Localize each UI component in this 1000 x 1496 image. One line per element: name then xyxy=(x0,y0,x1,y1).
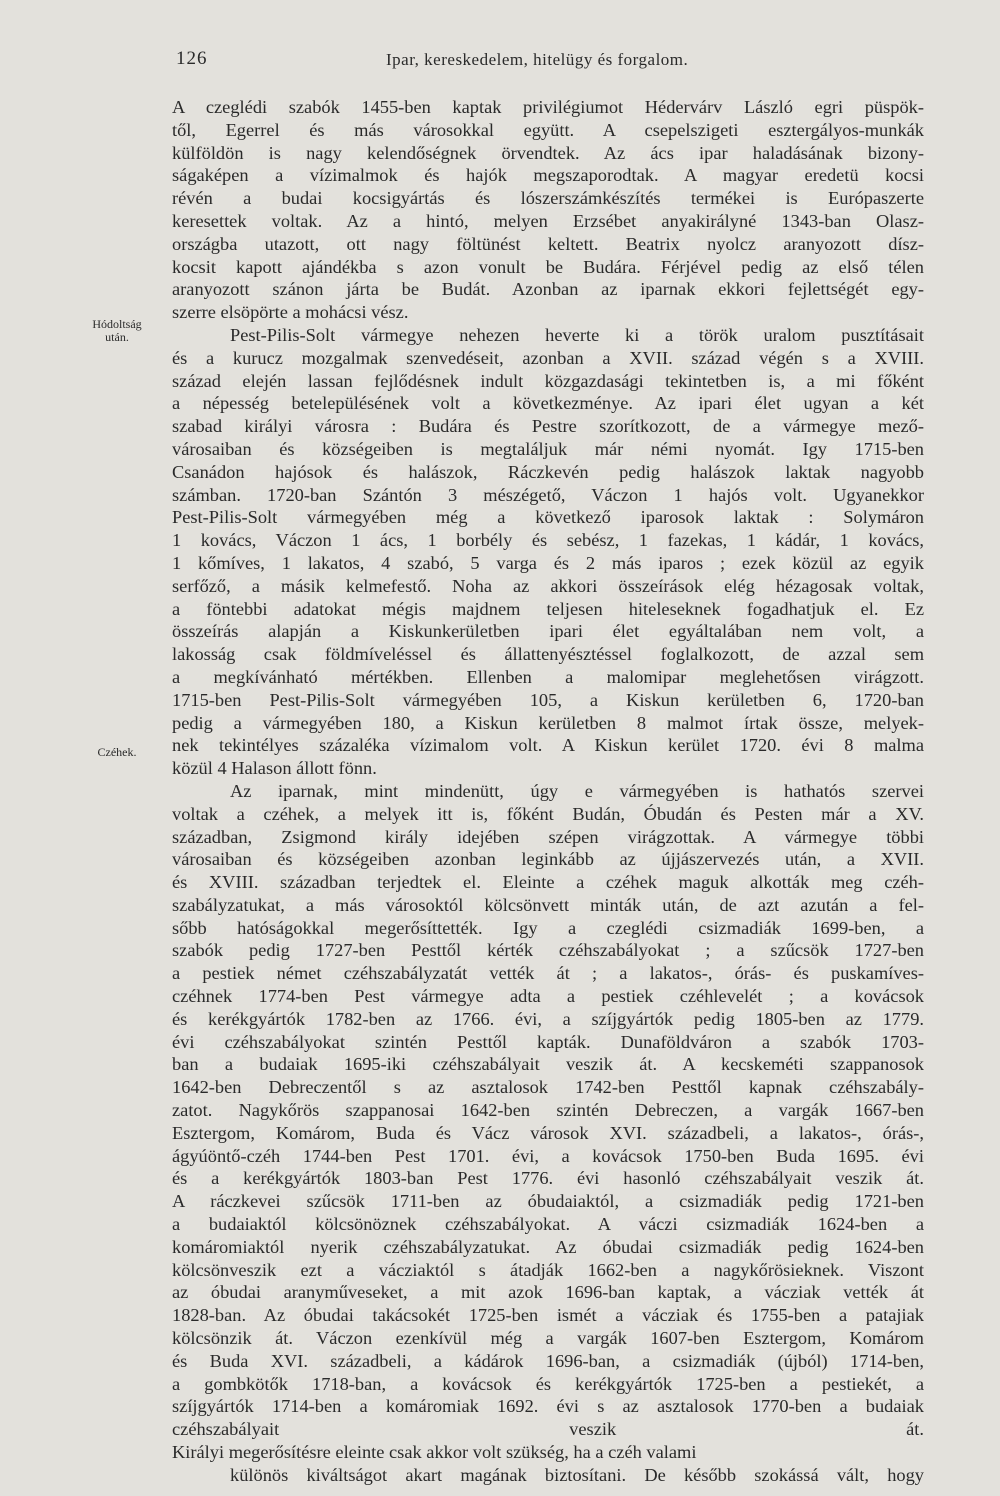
text-line: a népesség betelepülésének volt a következménye. Az ipari élet ugyan a két xyxy=(172,393,924,414)
text-line: Az iparnak, mint mindenütt, úgy e vármegyében is hathatós szervei xyxy=(230,780,924,801)
text-line: czéhnek 1774-ben Pest vármegye adta a pestiek czéhlevelét ; a kovácsok xyxy=(172,986,924,1007)
text-line: zatot. Nagykőrös szappanosai 1642-ben szintén Debreczen, a vargák 1667-ben xyxy=(172,1100,924,1121)
text-line: ban a budaiak 1695-iki czéhszabályait veszik át. A kecskeméti szappanosok xyxy=(172,1054,924,1075)
text-line: 1 kovács, Váczon 1 ács, 1 borbély és sebész, 1 fazekas, 1 kádár, 1 kovács, xyxy=(172,530,924,551)
running-title: Ipar, kereskedelem, hitelügy és forgalom. xyxy=(386,50,689,69)
text-line: szabad királyi városra : Budára és Pestre szorítkozott, de a vármegye mező- xyxy=(172,416,924,437)
text-line: kölcsönveszik ezt a vácziaktól s átadják 1662-ben a nagykőrösieknek. Viszont xyxy=(172,1259,924,1280)
text-line: a gombkötők 1718-ban, a kovácsok és kerékgyártók 1725-ben a pestiekét, a xyxy=(172,1373,924,1394)
text-line: Királyi megerősítésre eleinte csak akkor volt szükség, ha a czéh valami xyxy=(172,1442,697,1463)
text-line: 1828-ban. Az óbudai takácsokét 1725-ben ismét a vácziak és 1755-ben a patajiak xyxy=(172,1305,924,1326)
text-line: külföldön is nagy kelendőségnek örvendtek. Az ács ipar haladásának bizony- xyxy=(172,142,924,163)
text-line: Esztergom, Komárom, Buda és Vácz városok XVI. századbeli, a lakatos-, órás-, xyxy=(172,1122,924,1143)
text-line: serfőző, a másik kelmefestő. Noha az akkori összeírások elég hézagosak voltak, xyxy=(172,575,924,596)
text-line: lakosság csak földmíveléssel és állattenyésztéssel foglalkozott, de azzal sem xyxy=(172,644,924,665)
text-line: szabályzatukat, a más városoktól kölcsönvett minták után, de azt azután a fel- xyxy=(172,894,924,915)
text-line: városaiban és községeiben is megtaláljuk már némi nyomát. Igy 1715-ben xyxy=(172,438,924,459)
text-line: ágyúöntő-czéh 1744-ben Pest 1701. évi, a kovácsok 1750-ben Buda 1695. évi xyxy=(172,1145,924,1166)
margin-note-hodoltsag-line1: Hódoltság xyxy=(92,317,142,331)
page-header xyxy=(168,48,926,78)
text-line: kölcsönzik át. Váczon ezenkívül még a vargák 1607-ben Esztergom, Komárom xyxy=(172,1328,924,1349)
text-line: városaiban és községeiben azonban leginkább az újjászervezés után, a XVII. xyxy=(172,849,924,870)
text-line: szerre elsöpörte a mohácsi vész. xyxy=(172,302,409,323)
text-line: ságaképen a vízimalmok és hajók megszaporodtak. A magyar eredetü kocsi xyxy=(172,165,924,186)
text-line: A czeglédi szabók 1455-ben kaptak privilégiumot Hédervárv László egri püspök- xyxy=(172,97,924,117)
text-line: szabók pedig 1727-ben Pesttől kérték czéhszabályokat ; a szűcsök 1727-ben xyxy=(172,940,924,961)
text-line: összeírás alapján a Kiskunkerületben ipari élet egyáltalában nem volt, a xyxy=(172,621,924,642)
text-line: 1642-ben Debreczentől s az asztalosok 1742-ben Pesttől kapnak czéhszabály- xyxy=(172,1077,924,1098)
text-line: szíjgyártók 1714-ben a komáromiak 1692. évi s az asztalosok 1770-ben a budaiak xyxy=(172,1396,924,1417)
text-line: és kerékgyártók 1782-ben az 1766. évi, a szíjgyártók pedig 1805-ben az 1779. xyxy=(172,1008,924,1029)
text-line: a megkívánható mértékben. Ellenben a malomipar meglehetősen virágzott. xyxy=(172,666,924,687)
text-line: Pest-Pilis-Solt vármegyében még a következő iparosok laktak : Solymáron xyxy=(172,507,924,528)
text-line: és a kerékgyártók 1803-ban Pest 1776. évi hasonló czéhszabályait veszik át. xyxy=(172,1168,924,1189)
body-text xyxy=(172,96,924,1487)
text-line: században, Zsigmond király idejében szépen virágzottak. A vármegye többi xyxy=(172,826,924,847)
text-line: és Buda XVI. századbeli, a kádárok 1696-ban, a csizmadiák (újból) 1714-ben, xyxy=(172,1350,924,1371)
text-line: komáromiaktól nyerik czéhszabályzatukat. Az óbudai csizmadiák pedig 1624-ben xyxy=(172,1236,924,1257)
text-line: 1715-ben Pest-Pilis-Solt vármegyében 105, a Kiskun kerületben 6, 1720-ban xyxy=(172,689,924,710)
text-line: sőbb hatóságokkal megerősíttették. Igy a czeglédi csizmadiák 1699-ben, a xyxy=(172,917,924,938)
page-number: 126 xyxy=(176,48,208,69)
text-line: voltak a czéhek, a melyek itt is, főként Budán, Óbudán és Pesten már a XV. xyxy=(172,803,924,824)
text-line: század elején lassan fejlődésnek indult közgazdasági tekintetben is, a mi főként xyxy=(172,370,924,391)
text-line: től, Egerrel és más városokkal együtt. A csepelszigeti esztergályos-munkák xyxy=(172,119,924,140)
text-line: czéhszabályait veszik át. xyxy=(172,1419,924,1440)
margin-note-hodoltsag xyxy=(78,318,156,344)
text-line: révén a budai kocsigyártás és lószerszámkészítés termékei is Európaszerte xyxy=(172,188,924,209)
text-line: a pestiek német czéhszabályzatát vették át ; a lakatos-, órás- és puskamíves- xyxy=(172,963,924,984)
text-line: aranyozott szánon járta be Budát. Azonban az iparnak ekkori fejlettségét egy- xyxy=(172,279,924,300)
text-line: a budaiaktól kölcsönöznek czéhszabályokat. A váczi csizmadiák 1624-ben a xyxy=(172,1214,924,1235)
text-line: nek tekintélyes százaléka vízimalom volt. A Kiskun kerület 1720. évi 8 malma xyxy=(172,735,924,756)
text-line: 1 kőmíves, 1 lakatos, 4 szabó, 5 varga és 2 más iparos ; ezek közül az egyik xyxy=(172,552,924,573)
text-line: és XVIII. században terjedtek el. Eleinte a czéhek maguk alkották meg czéh- xyxy=(172,872,924,893)
text-line: közül 4 Halason állott fönn. xyxy=(172,758,377,779)
text-line: pedig a vármegyében 180, a Kiskun kerületben 8 malmot írtak össze, melyek- xyxy=(172,712,924,733)
text-line: a föntebbi adatokat mégis majdnem teljesen hiteleseknek fogadhatjuk el. Ez xyxy=(172,598,924,619)
margin-note-hodoltsag-line2: után. xyxy=(105,330,129,344)
text-line: különös kiváltságot akart magának biztosítani. De később szokássá vált, hogy xyxy=(230,1464,924,1485)
margin-note-czehek: Czéhek. xyxy=(97,745,137,759)
text-line: A ráczkevei szűcsök 1711-ben az óbudaiaktól, a csizmadiák pedig 1721-ben xyxy=(172,1191,924,1212)
text-line: az óbudai aranyműveseket, a mit azok 1696-ban kaptak, a vácziak vették át xyxy=(172,1282,924,1303)
text-line: Csanádon hajósok és halászok, Ráczkevén pedig halászok laktak nagyobb xyxy=(172,461,924,482)
text-line: kocsit kapott ajándékba s azon vonult be Budára. Férjével pedig az első télen xyxy=(172,256,924,277)
text-line: számban. 1720-ban Szántón 3 mészégető, Váczon 1 hajós volt. Ugyanekkor xyxy=(172,484,924,505)
text-line: és a kurucz mozgalmak szenvedéseit, azonban a XVII. század végén s a XVIII. xyxy=(172,347,924,368)
text-line: keresettek voltak. Az a hintó, melyen Erzsébet anyakirályné 1343-ban Olasz- xyxy=(172,210,924,231)
text-line: évi czéhszabályokat szintén Pesttől kapták. Dunaföldváron a szabók 1703- xyxy=(172,1031,924,1052)
text-line: országba utazott, ott nagy föltünést keltett. Beatrix nyolcz aranyozott dísz- xyxy=(172,233,924,254)
text-line: Pest-Pilis-Solt vármegye nehezen heverte ki a török uralom pusztításait xyxy=(230,324,924,345)
